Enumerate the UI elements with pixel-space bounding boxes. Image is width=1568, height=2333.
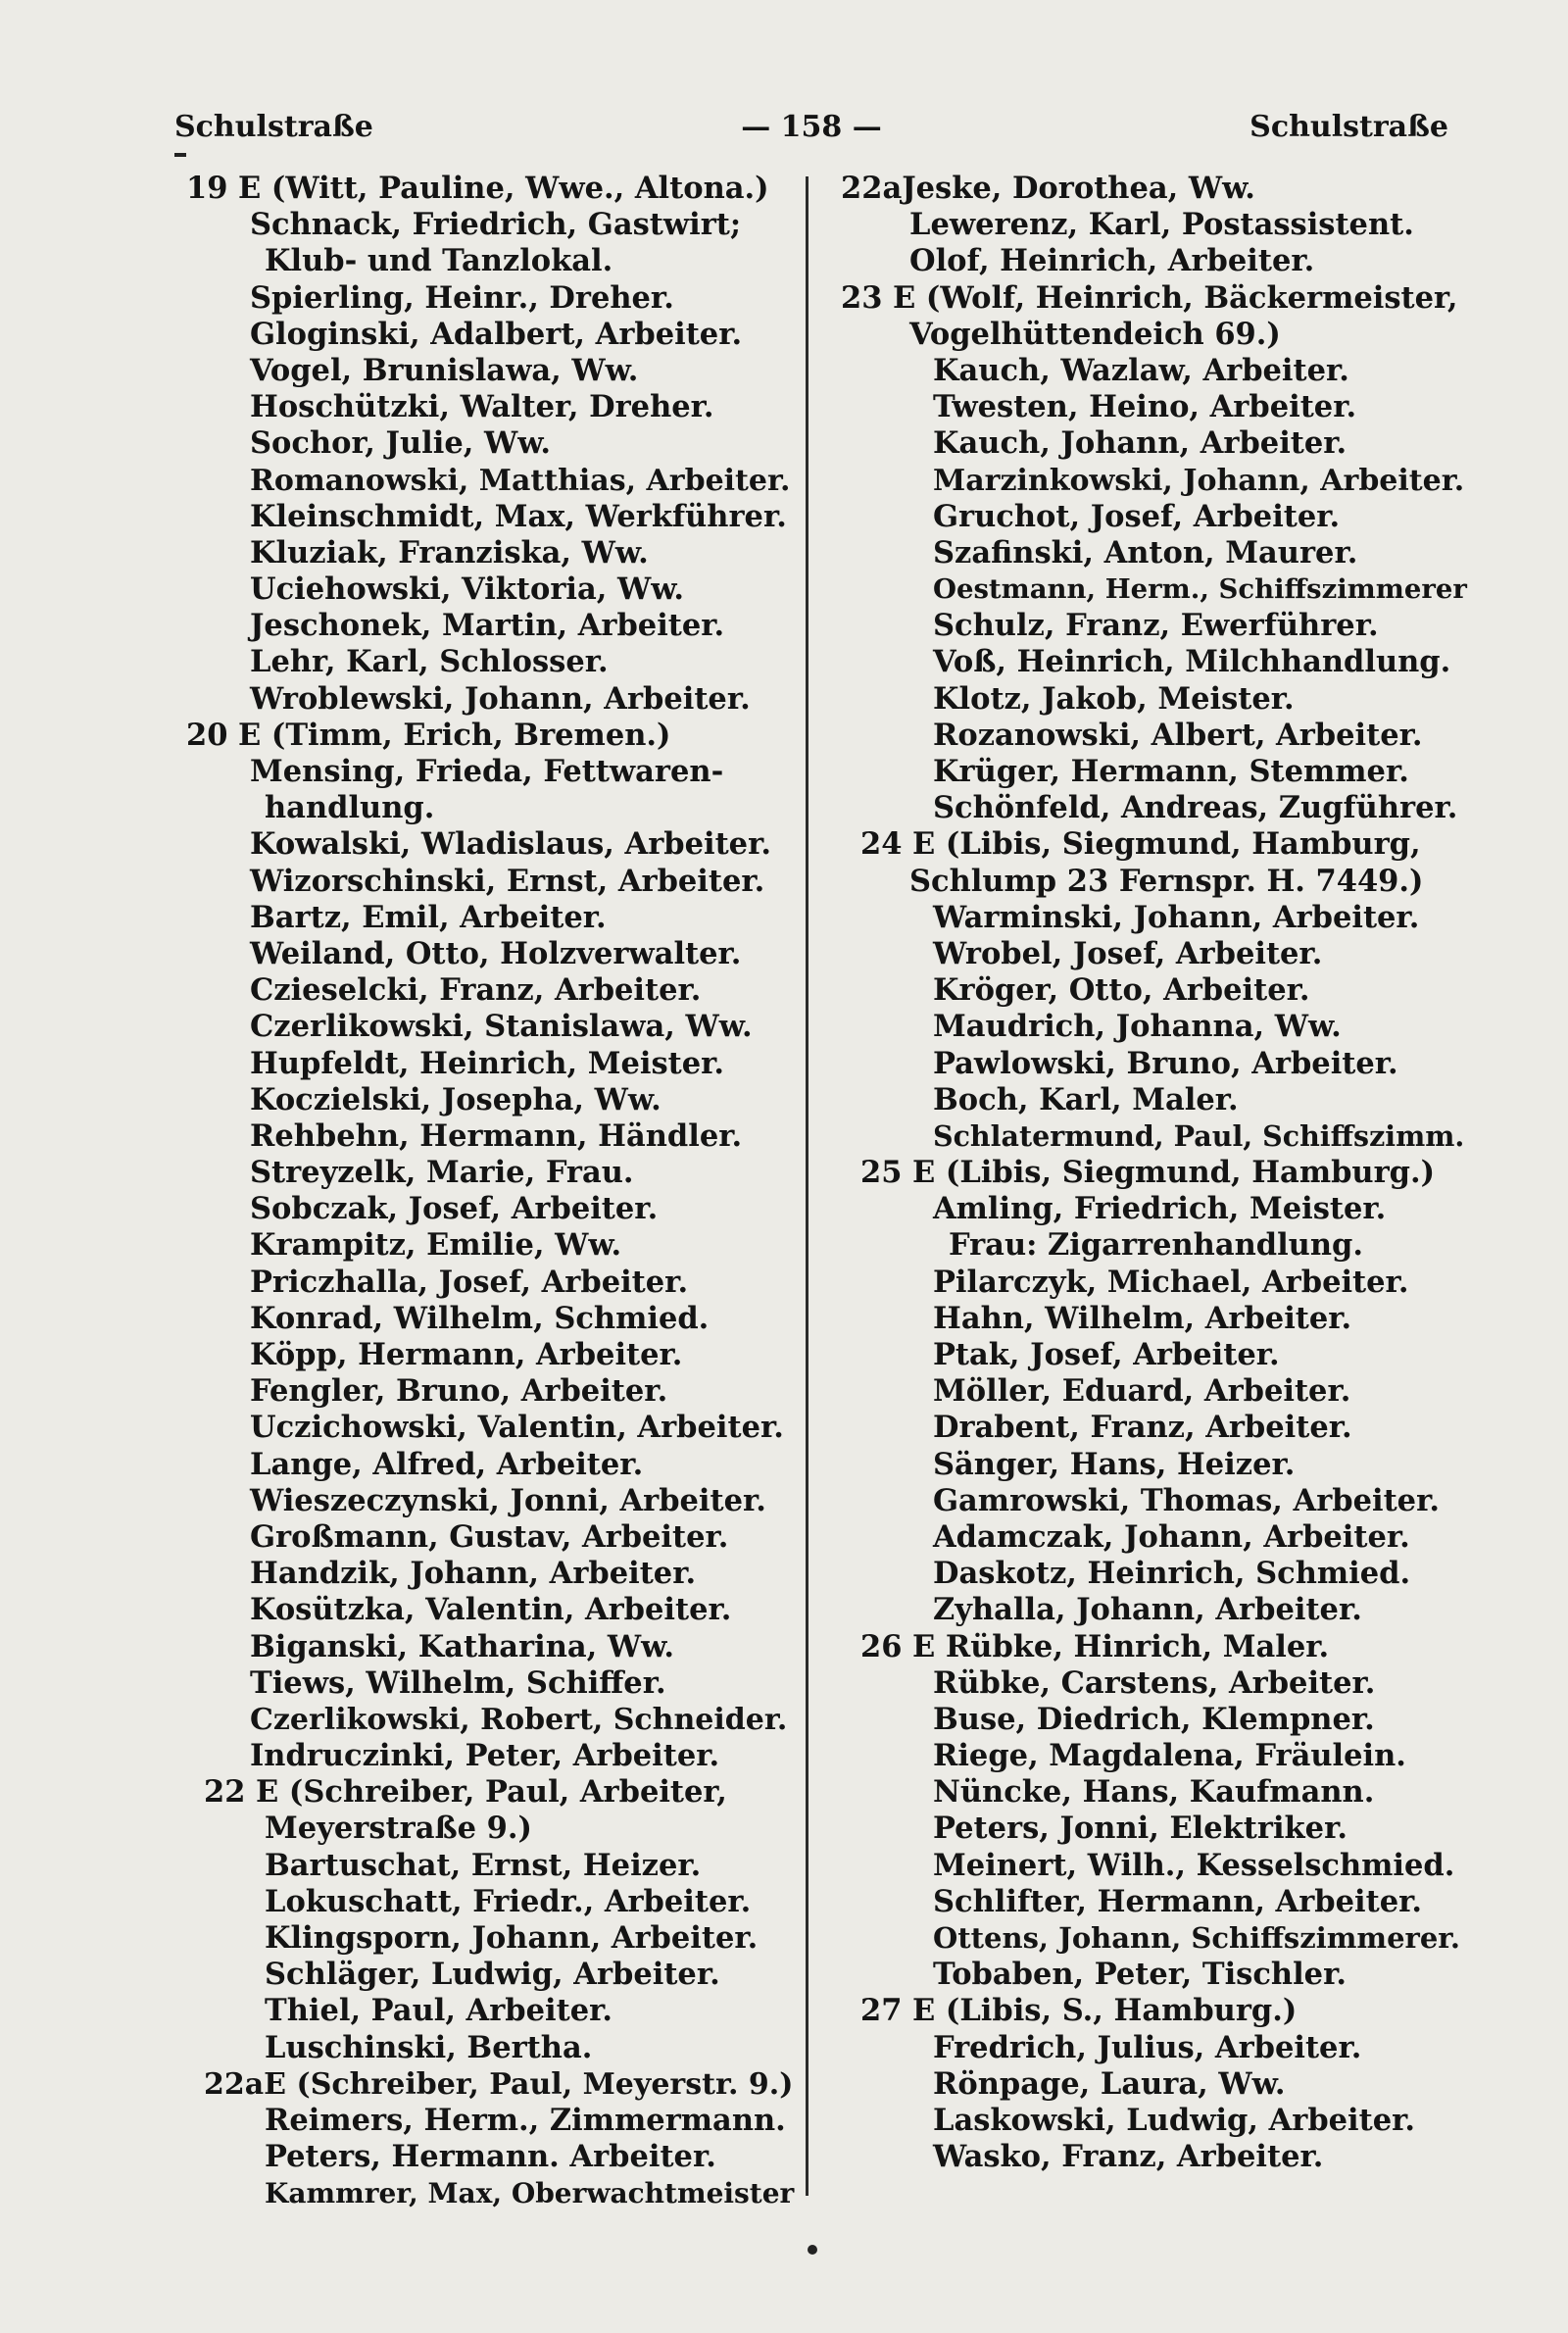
resident-entry: Kowalski, Wladislaus, Arbeiter. xyxy=(250,826,771,863)
resident-entry: Szafinski, Anton, Maurer. xyxy=(933,534,1358,571)
resident-entry: Twesten, Heino, Arbeiter. xyxy=(933,389,1357,425)
resident-entry: Gloginski, Adalbert, Arbeiter. xyxy=(250,316,743,352)
resident-entry: Handzik, Johann, Arbeiter. xyxy=(250,1556,697,1592)
resident-entry: Krampitz, Emilie, Ww. xyxy=(250,1227,622,1264)
resident-entry: Pawlowski, Bruno, Arbeiter. xyxy=(933,1045,1398,1081)
resident-entry: Oestmann, Herm., Schiffszimmerer xyxy=(933,573,1467,606)
resident-entry: Gruchot, Josef, Arbeiter. xyxy=(933,498,1341,534)
resident-entry: Vogel, Brunislawa, Ww. xyxy=(250,352,639,388)
resident-entry: Kauch, Johann, Arbeiter. xyxy=(933,425,1348,462)
resident-entry: Sochor, Julie, Ww. xyxy=(250,425,552,462)
resident-entry: Bartz, Emil, Arbeiter. xyxy=(250,899,607,935)
resident-entry: Wizorschinski, Ernst, Arbeiter. xyxy=(250,863,765,899)
resident-entry: Reimers, Herm., Zimmermann. xyxy=(265,2102,786,2138)
resident-entry: Schlump 23 Fernspr. H. 7449.) xyxy=(909,863,1424,899)
resident-entry: Lange, Alfred, Arbeiter. xyxy=(250,1446,644,1482)
house-entry: 19 E (Witt, Pauline, Wwe., Altona.) xyxy=(186,171,769,206)
resident-entry: Ptak, Josef, Arbeiter. xyxy=(933,1337,1280,1372)
resident-entry: Adamczak, Johann, Arbeiter. xyxy=(933,1518,1410,1555)
page-mark xyxy=(808,2245,817,2255)
resident-entry: Schnack, Friedrich, Gastwirt; xyxy=(250,207,742,243)
resident-entry: Nüncke, Hans, Kaufmann. xyxy=(933,1774,1375,1811)
resident-entry: Krüger, Hermann, Stemmer. xyxy=(933,754,1409,789)
resident-entry: Gamrowski, Thomas, Arbeiter. xyxy=(933,1482,1440,1518)
resident-entry: Schulz, Franz, Ewerführer. xyxy=(933,608,1379,644)
house-entry: 24 E (Libis, Siegmund, Hamburg, xyxy=(860,826,1421,863)
house-entry: 20 E (Timm, Erich, Bremen.) xyxy=(186,717,671,753)
resident-entry: Wieszeczynski, Jonni, Arbeiter. xyxy=(250,1482,766,1518)
resident-entry: Wrobel, Josef, Arbeiter. xyxy=(933,935,1323,971)
resident-entry: Drabent, Franz, Arbeiter. xyxy=(933,1410,1352,1446)
resident-entry: Maudrich, Johanna, Ww. xyxy=(933,1009,1342,1045)
house-entry: 25 E (Libis, Siegmund, Hamburg.) xyxy=(860,1155,1436,1191)
resident-entry: Riege, Magdalena, Fräulein. xyxy=(933,1738,1406,1774)
house-entry: 23 E (Wolf, Heinrich, Bäckermeister, xyxy=(841,279,1458,316)
resident-entry: Tiews, Wilhelm, Schiffer. xyxy=(250,1664,666,1701)
resident-entry: Warminski, Johann, Arbeiter. xyxy=(933,899,1420,935)
resident-entry: Meyerstraße 9.) xyxy=(265,1811,532,1847)
house-entry: 22aE (Schreiber, Paul, Meyerstr. 9.) xyxy=(204,2066,794,2102)
resident-entry: Peters, Hermann. Arbeiter. xyxy=(265,2139,716,2175)
resident-entry: Voß, Heinrich, Milchhandlung. xyxy=(933,644,1451,680)
resident-entry: Mensing, Frieda, Fettwaren- xyxy=(250,754,724,789)
resident-entry: Hoschützki, Walter, Dreher. xyxy=(250,389,714,425)
resident-entry: Czerlikowski, Stanislawa, Ww. xyxy=(250,1009,753,1045)
resident-entry: Boch, Karl, Maler. xyxy=(933,1081,1239,1117)
resident-entry: Schönfeld, Andreas, Zugführer. xyxy=(933,790,1458,826)
house-entry: 27 E (Libis, S., Hamburg.) xyxy=(860,1993,1298,2029)
resident-entry: Kluziak, Franziska, Ww. xyxy=(250,534,649,571)
resident-entry: Indruczinki, Peter, Arbeiter. xyxy=(250,1738,720,1774)
resident-entry: Rozanowski, Albert, Arbeiter. xyxy=(933,717,1423,753)
resident-entry: Klotz, Jakob, Meister. xyxy=(933,680,1295,717)
column-divider xyxy=(806,176,808,2196)
resident-entry: Jeschonek, Martin, Arbeiter. xyxy=(250,608,725,644)
resident-entry: Czerlikowski, Robert, Schneider. xyxy=(250,1702,788,1737)
left-column xyxy=(186,171,794,2212)
resident-entry: Biganski, Katharina, Ww. xyxy=(250,1628,674,1664)
resident-entry: Klingsporn, Johann, Arbeiter. xyxy=(265,1920,759,1956)
resident-entry: Hupfeldt, Heinrich, Meister. xyxy=(250,1045,725,1081)
resident-entry: Pilarczyk, Michael, Arbeiter. xyxy=(933,1264,1409,1300)
resident-entry: Schlatermund, Paul, Schiffszimm. xyxy=(933,1118,1465,1153)
resident-entry: Kammrer, Max, Oberwachtmeister xyxy=(265,2177,795,2210)
resident-entry: Peters, Jonni, Elektriker. xyxy=(933,1811,1348,1847)
resident-entry: Rönpage, Laura, Ww. xyxy=(933,2065,1286,2102)
resident-entry: Rübke, Carstens, Arbeiter. xyxy=(933,1664,1376,1701)
resident-entry: Wroblewski, Johann, Arbeiter. xyxy=(250,680,751,717)
resident-entry: Wasko, Franz, Arbeiter. xyxy=(933,2139,1324,2175)
resident-entry: Zyhalla, Johann, Arbeiter. xyxy=(933,1592,1362,1628)
resident-entry: Klub- und Tanzlokal. xyxy=(265,243,613,279)
resident-entry: Buse, Diedrich, Klempner. xyxy=(933,1701,1375,1737)
resident-entry: Tobaben, Peter, Tischler. xyxy=(933,1957,1347,1993)
resident-entry: Olof, Heinrich, Arbeiter. xyxy=(909,243,1315,279)
resident-entry: Streyzelk, Marie, Frau. xyxy=(250,1155,634,1191)
resident-entry: Schläger, Ludwig, Arbeiter. xyxy=(265,1957,720,1993)
resident-entry: Möller, Eduard, Arbeiter. xyxy=(933,1373,1351,1410)
resident-entry: Meinert, Wilh., Kesselschmied. xyxy=(933,1847,1455,1883)
resident-entry: Thiel, Paul, Arbeiter. xyxy=(265,1993,612,2029)
resident-entry: Lehr, Karl, Schlosser. xyxy=(250,644,609,680)
resident-entry: Fengler, Bruno, Arbeiter. xyxy=(250,1373,668,1410)
resident-entry: Kleinschmidt, Max, Werkführer. xyxy=(250,498,787,534)
resident-entry: Romanowski, Matthias, Arbeiter. xyxy=(250,463,791,498)
resident-entry: Sänger, Hans, Heizer. xyxy=(933,1446,1296,1482)
resident-entry: Spierling, Heinr., Dreher. xyxy=(250,279,674,316)
resident-entry: Konrad, Wilhelm, Schmied. xyxy=(250,1300,710,1336)
resident-entry: Ottens, Johann, Schiffszimmerer. xyxy=(933,1921,1460,1955)
resident-entry: Kauch, Wazlaw, Arbeiter. xyxy=(933,352,1349,388)
running-head-left: Schulstraße xyxy=(174,110,373,144)
header-rule xyxy=(174,153,186,157)
resident-entry: Großmann, Gustav, Arbeiter. xyxy=(250,1518,729,1555)
resident-entry: Daskotz, Heinrich, Schmied. xyxy=(933,1556,1411,1592)
resident-entry: Fredrich, Julius, Arbeiter. xyxy=(933,2029,1362,2065)
resident-entry: Rehbehn, Hermann, Händler. xyxy=(250,1117,743,1154)
house-entry: 26 E Rübke, Hinrich, Maler. xyxy=(860,1628,1330,1664)
resident-entry: Kröger, Otto, Arbeiter. xyxy=(933,972,1310,1009)
resident-entry: Köpp, Hermann, Arbeiter. xyxy=(250,1337,683,1372)
resident-entry: handlung. xyxy=(265,790,435,826)
resident-entry: Hahn, Wilhelm, Arbeiter. xyxy=(933,1300,1352,1336)
resident-entry: Uczichowski, Valentin, Arbeiter. xyxy=(250,1410,784,1446)
resident-entry: Marzinkowski, Johann, Arbeiter. xyxy=(933,463,1465,498)
resident-entry: Kosützka, Valentin, Arbeiter. xyxy=(250,1592,732,1628)
page-number: — 158 — xyxy=(741,110,882,144)
resident-entry: Lewerenz, Karl, Postassistent. xyxy=(909,207,1414,243)
resident-entry: Amling, Friedrich, Meister. xyxy=(933,1191,1387,1227)
resident-entry: Priczhalla, Josef, Arbeiter. xyxy=(250,1264,689,1300)
right-column xyxy=(841,171,1468,2175)
resident-entry: Sobczak, Josef, Arbeiter. xyxy=(250,1191,659,1227)
resident-entry: Vogelhüttendeich 69.) xyxy=(909,316,1281,352)
resident-entry: Frau: Zigarrenhandlung. xyxy=(949,1227,1363,1264)
resident-entry: Schlifter, Hermann, Arbeiter. xyxy=(933,1883,1422,1919)
house-entry: 22 E (Schreiber, Paul, Arbeiter, xyxy=(204,1774,727,1811)
resident-entry: Bartuschat, Ernst, Heizer. xyxy=(265,1847,702,1883)
house-entry: 22aJeske, Dorothea, Ww. xyxy=(841,171,1255,206)
resident-entry: Weiland, Otto, Holzverwalter. xyxy=(250,935,742,971)
resident-entry: Koczielski, Josepha, Ww. xyxy=(250,1081,662,1117)
resident-entry: Czieselcki, Franz, Arbeiter. xyxy=(250,972,702,1009)
page-header xyxy=(174,110,1448,157)
resident-entry: Lokuschatt, Friedr., Arbeiter. xyxy=(265,1883,752,1919)
resident-entry: Laskowski, Ludwig, Arbeiter. xyxy=(933,2102,1416,2138)
resident-entry: Luschinski, Bertha. xyxy=(265,2029,593,2065)
resident-entry: Uciehowski, Viktoria, Ww. xyxy=(250,571,685,608)
running-head-right: Schulstraße xyxy=(1250,110,1448,144)
